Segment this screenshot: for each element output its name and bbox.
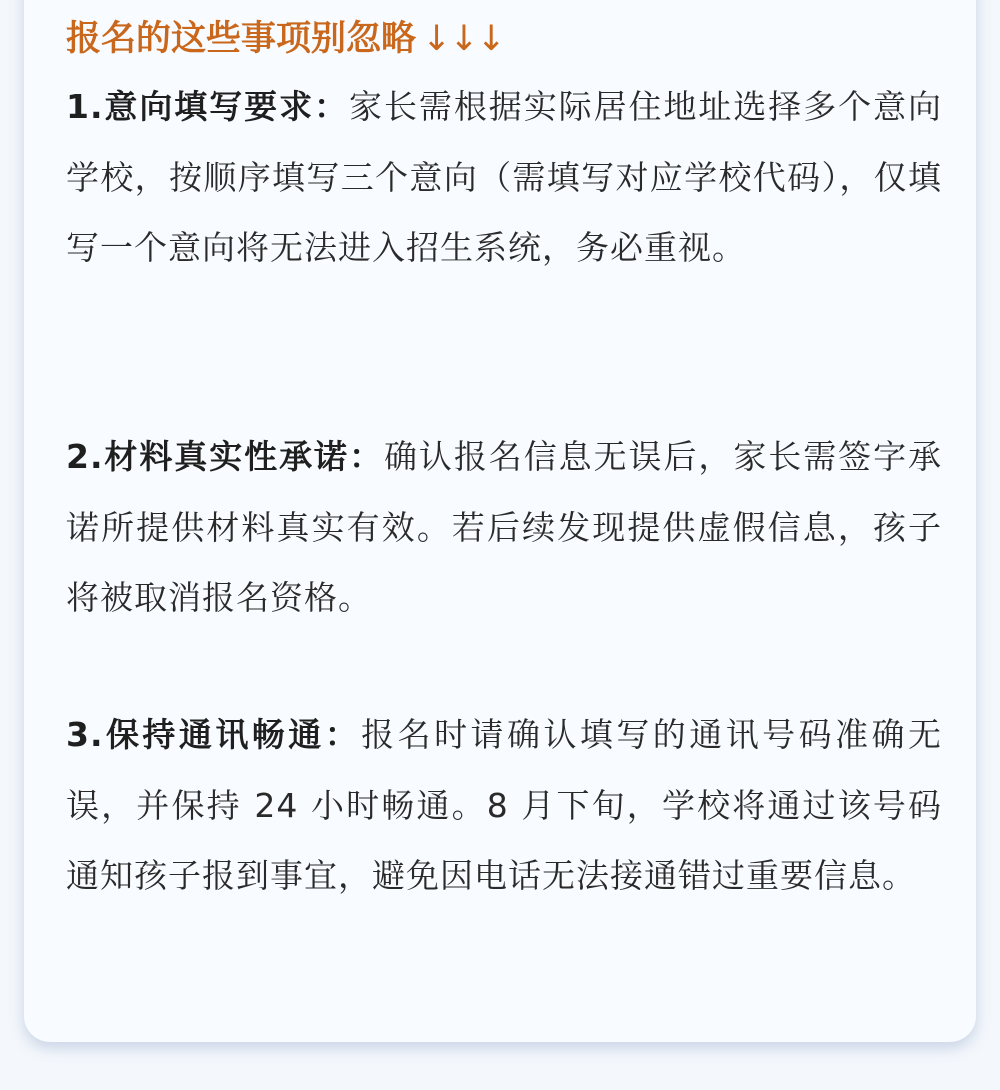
notice-item-material-promise xyxy=(66,422,942,634)
notice-item-contact xyxy=(66,700,942,912)
notice-item-intention xyxy=(66,72,942,284)
down-arrows-icon: ↓↓↓ xyxy=(422,19,504,59)
item-heading: 2.材料真实性承诺： xyxy=(66,437,384,476)
item-heading: 3.保持通讯畅通： xyxy=(66,715,362,754)
title-text: 报名的这些事项别忽略 xyxy=(66,19,417,59)
section-title xyxy=(66,14,504,64)
item-body: 家长需根据实际居住地址选择多个意向学校，按顺序填写三个意向（需填写对应学校代码），仅填写一个意向将无法进入招生系统，务必重视。 xyxy=(66,87,942,267)
item-heading: 1.意向填写要求： xyxy=(66,87,349,126)
item-body: 报名时请确认填写的通讯号码准确无误，并保持 24 小时畅通。8 月下旬，学校将通过该号码通知孩子报到事宜，避免因电话无法接通错过重要信息。 xyxy=(66,715,943,895)
item-body: 确认报名信息无误后，家长需签字承诺所提供材料真实有效。若后续发现提供虚假信息，孩子将被取消报名资格。 xyxy=(66,437,942,617)
